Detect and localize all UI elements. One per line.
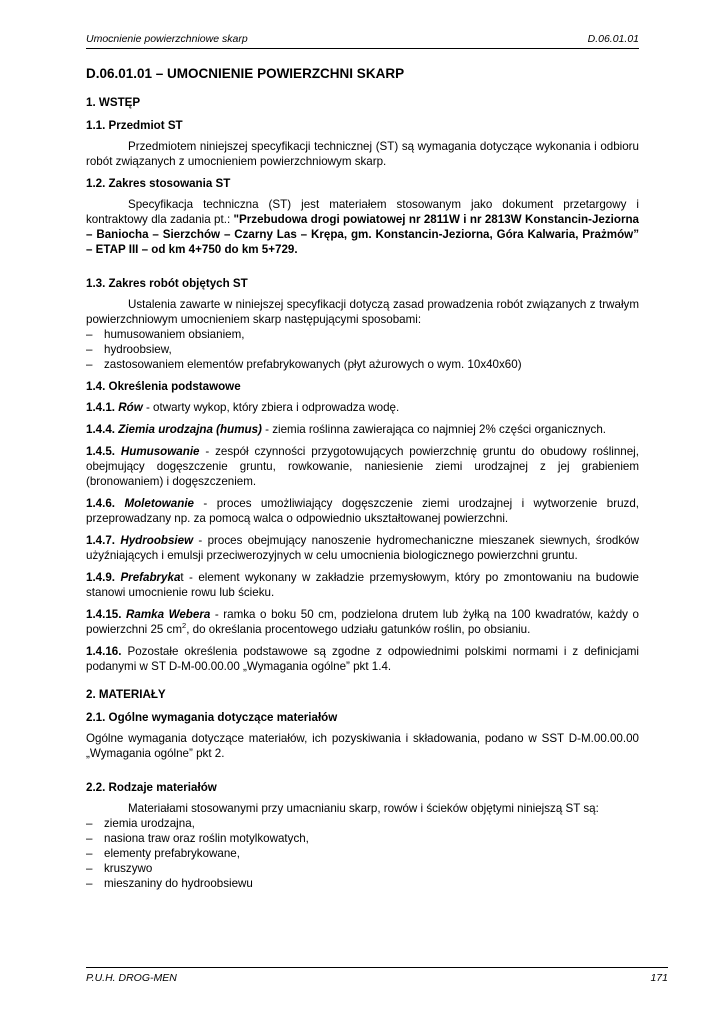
section-2-2-list xyxy=(86,816,639,891)
section-2-2-heading: 2.2. Rodzaje materiałów xyxy=(86,781,217,794)
section-1-3-text: Ustalenia zawarte w niniejszej specyfikacji dotyczą zasad prowadzenia robót związanych z trwałym powierzchniowym umocnieniem skarp następującymi sposobami: xyxy=(86,298,639,326)
section-1-2-text xyxy=(86,197,639,257)
definition-number: 1.4.4. xyxy=(86,423,116,436)
section-2-heading: 2. MATERIAŁY xyxy=(86,688,166,701)
superscript: 2 xyxy=(182,621,187,631)
header-title: Umocnienie powierzchniowe skarp xyxy=(86,33,248,45)
definition-number: 1.4.7. xyxy=(86,534,116,547)
section-1-1-heading: 1.1. Przedmiot ST xyxy=(86,119,183,132)
section-2-1-heading: 2.1. Ogólne wymagania dotyczące materiałów xyxy=(86,711,338,724)
definition-number: 1.4.5. xyxy=(86,445,116,458)
definition-1-4-4 xyxy=(86,422,639,437)
section-2-2-text: Materiałami stosowanymi przy umacnianiu skarp, rowów i ścieków objętymi niniejszą ST są: xyxy=(128,802,599,815)
definition-text: - ziemia roślinna zawierająca co najmniej 2% części organicznych. xyxy=(261,423,606,436)
definition-number: 1.4.6. xyxy=(86,497,116,510)
definition-text: - proces obejmujący nanoszenie hydromechaniczne mieszanek siewnych, środków użyźniających i emulsji przeciwerozyjnych w celu umocnienia biologicznego powierzchni gruntu. xyxy=(86,534,639,562)
definition-term: Ziemia urodzajna (humus) xyxy=(118,423,262,436)
section-1-2-intro: Specyfikacja techniczna (ST) jest materiałem stosowanym jako dokument przetargowy i kontraktowy dla zadania pt.: xyxy=(86,198,639,226)
definition-term: Rów xyxy=(118,401,143,414)
definition-term: Hydroobsiew xyxy=(120,534,194,547)
section-1-2-heading: 1.2. Zakres stosowania ST xyxy=(86,177,231,190)
document-body xyxy=(86,66,639,898)
list-item: – humusowaniem obsianiem, xyxy=(86,327,639,342)
list-item: – mieszaniny do hydroobsiewu xyxy=(86,876,639,891)
list-item: – kruszywo xyxy=(86,861,639,876)
definition-text: - otwarty wykop, który zbiera i odprowadza wodę. xyxy=(142,401,400,414)
definition-text: - ramka o boku 50 cm, podzielona drutem lub żyłką na 100 kwadratów, każdy o powierzchni 25 cm xyxy=(86,608,639,636)
definition-text: t - element wykonany w zakładzie przemysłowym, który po zmontowaniu na budowie stanowi umocnienie rowu lub ścieku. xyxy=(86,571,639,599)
definition-1-4-16 xyxy=(86,644,639,674)
definition-1-4-6 xyxy=(86,496,639,526)
definition-number: 1.4.1. xyxy=(86,401,116,414)
definition-text: Pozostałe określenia podstawowe są zgodne z odpowiednimi polskimi normami i z definicjami podanymi w ST D-M-00.00.00 „Wymagania ogólne” pkt 1.4. xyxy=(86,645,639,673)
definition-term: Moletowanie xyxy=(124,497,195,510)
definition-number: 1.4.9. xyxy=(86,571,116,584)
list-item: – nasiona traw oraz roślin motylkowatych, xyxy=(86,831,639,846)
document-title: D.06.01.01 – UMOCNIENIE POWIERZCHNI SKARP xyxy=(86,66,405,81)
section-1-3-heading: 1.3. Zakres robót objętych ST xyxy=(86,277,248,290)
section-1-3-list xyxy=(86,327,639,372)
definition-term: Prefabryka xyxy=(120,571,181,584)
footer-company: P.U.H. DROG-MEN xyxy=(86,972,177,984)
list-item: – elementy prefabrykowane, xyxy=(86,846,639,861)
section-2-1-text: Ogólne wymagania dotyczące materiałów, ich pozyskiwania i składowania, podano w SST D-M.00.00.00 „Wymagania ogólne” pkt 2. xyxy=(86,732,639,760)
definition-text: - zespół czynności przygotowujących powierzchnię gruntu do obudowy roślinnej, obejmujący dogęszczenie gruntu, rowkowanie, naniesienie ziemi urodzajnej z jej grabieniem (bronowaniem) i dogęszczeniem. xyxy=(86,445,639,488)
definition-1-4-9 xyxy=(86,570,639,600)
section-1-heading: 1. WSTĘP xyxy=(86,96,141,109)
definition-1-4-5 xyxy=(86,444,639,489)
list-item: – zastosowaniem elementów prefabrykowanych (płyt ażurowych o wym. 10x40x60) xyxy=(86,357,639,372)
definition-term: Ramka Webera xyxy=(126,608,211,621)
definition-1-4-1 xyxy=(86,400,639,415)
definition-number: 1.4.16. xyxy=(86,645,122,658)
page-header xyxy=(86,33,639,49)
section-1-1-text: Przedmiotem niniejszej specyfikacji technicznej (ST) są wymagania dotyczące wykonania i odbioru robót związanych z umocnieniem powierzchniowym skarp. xyxy=(86,140,639,168)
definition-text: - proces umożliwiający dogęszczenie ziemi urodzajnej i wytworzenie bruzd, przeprowadzany np. za pomocą walca o odpowiednio ukształtowanej powierzchni. xyxy=(86,497,639,525)
definition-number: 1.4.15. xyxy=(86,608,122,621)
definition-1-4-7 xyxy=(86,533,639,563)
definition-text-cont: , do określania procentowego udziału gatunków roślin, po obsianiu. xyxy=(186,623,531,636)
section-1-4-heading: 1.4. Określenia podstawowe xyxy=(86,380,241,393)
page-number: 171 xyxy=(650,972,668,984)
header-code: D.06.01.01 xyxy=(587,33,639,45)
definition-term: Humusowanie xyxy=(120,445,200,458)
list-item: – hydroobsiew, xyxy=(86,342,639,357)
page-footer xyxy=(86,967,668,984)
list-item: – ziemia urodzajna, xyxy=(86,816,639,831)
project-name: "Przebudowa drogi powiatowej nr 2811W i nr 2813W Konstancin-Jeziorna – Baniocha – Sierzchów – Czarny Las – Krępa, gm. Konstancin-Jeziorna, Góra Kalwaria, Prażmów” – ETAP III – od km 4+750 do km 5+729. xyxy=(86,213,639,256)
definition-1-4-15 xyxy=(86,607,639,637)
